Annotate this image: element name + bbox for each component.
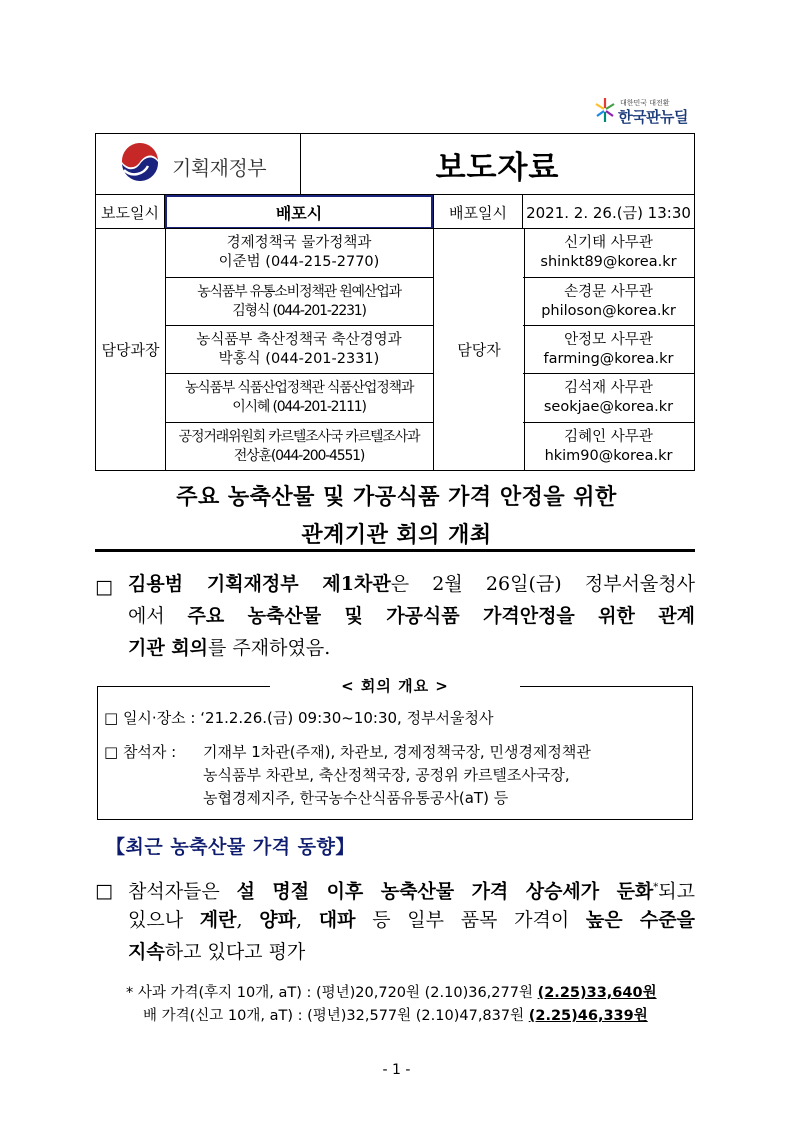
section-title: 【최근 농축산물 가격 동향】 (106, 836, 355, 858)
price-highlight: (2.25)46,339원 (528, 1008, 648, 1024)
bold-text: 양파 (259, 909, 296, 931)
plain-text: 등 일부 품목 가격이 (355, 909, 586, 931)
officer-name: 김혜인 사무관 (564, 429, 653, 445)
officer-email[interactable]: hkim90@korea.kr (544, 448, 673, 464)
plain-text: 에서 (128, 605, 188, 627)
officer-email[interactable]: shinkt89@korea.kr (540, 254, 677, 270)
release-value: 배포시 (165, 195, 433, 229)
dept-name: 농식품부 식품산업정책관 식품산업정책과 (184, 380, 414, 396)
officer-email[interactable]: philoson@korea.kr (541, 302, 676, 319)
distribute-value: 2021. 2. 26.(금) 13:30 (526, 203, 691, 222)
dept-person: 이시혜 (044-201-2111) (232, 399, 366, 415)
checkbox-bullet-icon: □ (95, 880, 113, 902)
dept-label: 담당과장 (96, 229, 166, 470)
ministry-logo-cell (96, 134, 301, 194)
plain-text: 되고 (658, 880, 695, 903)
outline-attendees-line: 농협경제지주, 한국농수산식품유통공사(aT) 등 (203, 789, 509, 807)
price-note-apple (126, 981, 657, 1002)
officer-entry (523, 374, 694, 423)
dept-person: 김형식 (044-201-2231) (232, 302, 366, 319)
dept-name: 경제정책국 물가정책과 (226, 235, 372, 251)
korean-new-deal-logo (594, 97, 706, 127)
summary-line (128, 568, 695, 600)
dept-entry (165, 229, 433, 278)
bold-text: 주요 농축산물 및 가공식품 가격안정을 위한 관계 (187, 605, 695, 627)
bold-text: 높은 수준을 (585, 909, 695, 931)
headline-line1: 주요 농축산물 및 가공식품 가격 안정을 위한 (176, 485, 617, 510)
summary-line (128, 632, 695, 664)
checkbox-bullet-icon: □ (95, 576, 113, 598)
meeting-outline-title: < 회의 개요 > (270, 675, 520, 697)
dept-name: 농식품부 축산정책국 축산경영과 (196, 331, 402, 348)
headline-divider (95, 549, 695, 552)
officer-entry (523, 229, 694, 278)
trend-paragraph (95, 872, 695, 968)
dept-name: 농식품부 유통소비정책관 원예산업과 (197, 283, 401, 300)
plain-text: 하고 있다고 평가 (164, 941, 306, 963)
outline-attendees-label: □ 참석자 : (104, 743, 177, 761)
release-info-row (96, 194, 694, 229)
plain-text: 참석자들은 (128, 880, 237, 903)
document-type-title: 보도자료 (435, 149, 560, 186)
dept-entry (165, 374, 433, 423)
contact-section (96, 228, 694, 470)
dept-entry (165, 326, 433, 374)
footnote-mark: * (653, 882, 659, 893)
brand-tagline: 대한민국 대전환 (620, 99, 670, 107)
officer-name: 안정모 사무관 (564, 331, 653, 348)
officer-name: 김석재 사무관 (564, 380, 653, 396)
dept-name: 공정거래위원회 카르텔조사국 카르텔조사과 (178, 429, 420, 445)
outline-datetime: □ 일시·장소 : ‘21.2.26.(금) 09:30~10:30, 정부서울청사 (104, 709, 494, 727)
outline-attendees-line: 농식품부 차관보, 축산정책국장, 공정위 카르텔조사국장, (203, 766, 570, 784)
headline-line2: 관계기관 회의 개최 (301, 523, 492, 548)
distribute-label: 배포일시 (433, 195, 523, 229)
officer-email[interactable]: seokjae@korea.kr (543, 399, 674, 415)
bold-text: 기관 회의 (128, 637, 209, 659)
bold-text: 지속 (128, 941, 165, 963)
summary-line (128, 600, 695, 632)
bold-text: 대파 (318, 909, 356, 931)
bold-text: 설 명절 이후 농축산물 가격 상승세가 둔화 (236, 880, 654, 903)
dept-person: 이준범 (044-215-2770) (218, 254, 380, 270)
brand-name: 한국판뉴딜 (618, 108, 688, 126)
bold-text: 김용범 기획재정부 제1차관 (128, 573, 391, 595)
trend-line (128, 904, 695, 936)
plain-text: , (296, 909, 319, 931)
outline-attendees-line: 기재부 1차관(주재), 차관보, 경제정책국장, 민생경제정책관 (203, 743, 591, 761)
new-deal-star-icon (594, 97, 616, 123)
plain-text: 은 2월 26일(금) 정부서울청사 (390, 573, 695, 595)
dept-person: 박홍식 (044-201-2331) (218, 350, 380, 367)
officer-entry (523, 423, 694, 471)
press-header-table (95, 133, 695, 471)
bold-text: 계란 (199, 909, 237, 931)
release-label: 보도일시 (96, 195, 165, 229)
price-highlight: (2.25)33,640원 (537, 985, 657, 1001)
dept-entry (165, 423, 433, 471)
officer-entry (523, 326, 694, 374)
dept-person: 전상훈(044-200-4551) (233, 448, 365, 464)
plain-text: 를 주재하였음. (208, 637, 331, 659)
officer-name: 신기태 사무관 (564, 235, 653, 251)
officer-email[interactable]: farming@korea.kr (543, 350, 674, 367)
summary-paragraph (95, 568, 695, 664)
ministry-name: 기획재정부 (172, 156, 267, 180)
trend-line (128, 872, 695, 907)
page-number: - 1 - (382, 1062, 411, 1078)
trend-line (128, 936, 695, 968)
plain-text: , (236, 909, 260, 931)
officer-name: 손경문 사무관 (564, 283, 653, 300)
price-note-pear (143, 1004, 648, 1025)
plain-text: * 사과 가격(후지 10개, aT) : (평년)20,720원 (2.10)36,277원 (126, 985, 538, 1001)
taegeuk-icon (118, 142, 162, 186)
dept-entry (165, 278, 433, 326)
plain-text: 있으나 (128, 909, 200, 931)
contact-label: 담당자 (433, 229, 525, 470)
officer-entry (523, 278, 694, 326)
plain-text: 배 가격(신고 10개, aT) : (평년)32,577원 (2.10)47,837원 (143, 1008, 529, 1024)
